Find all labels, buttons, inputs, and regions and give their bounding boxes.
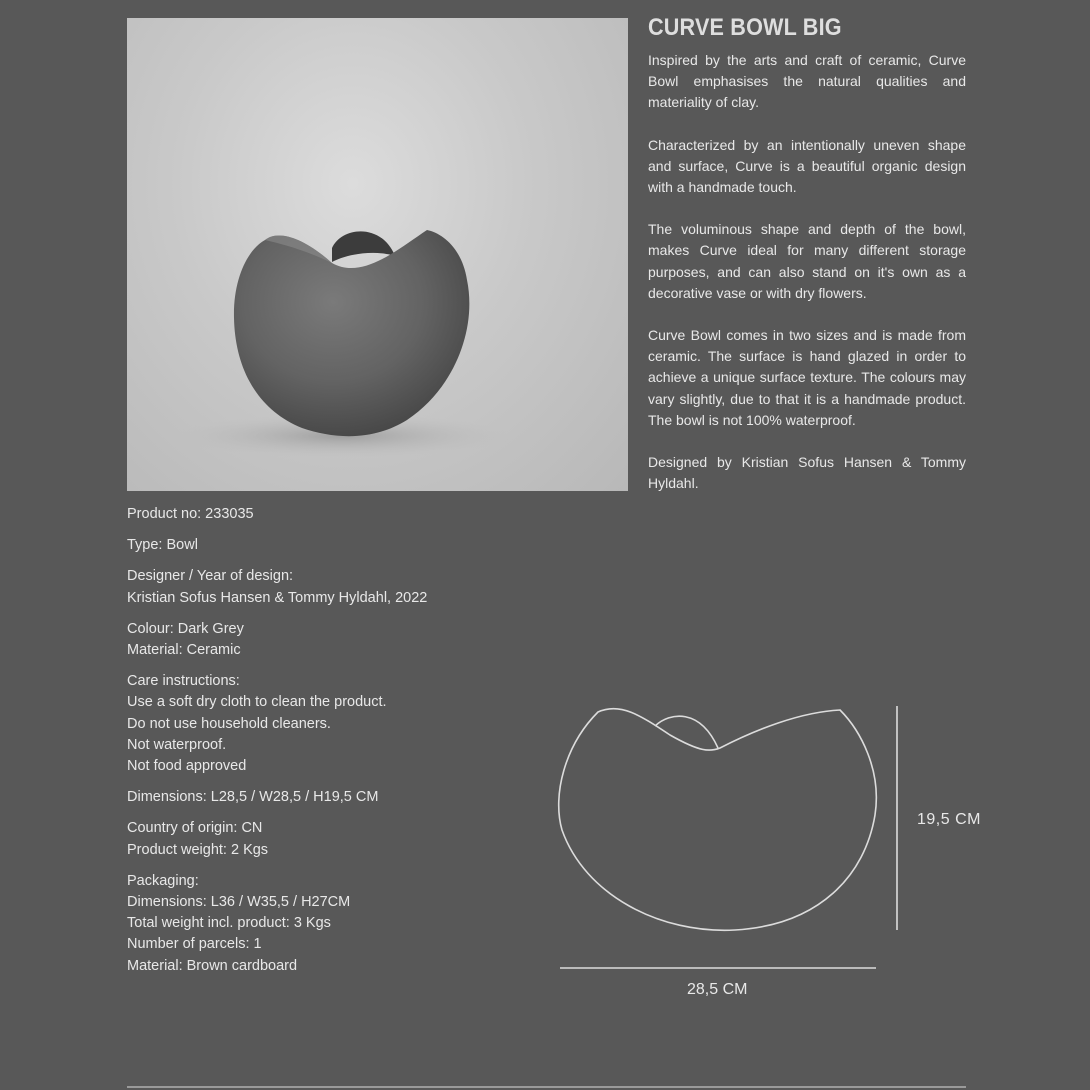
colour-material-block bbox=[127, 619, 547, 661]
material: Material: Ceramic bbox=[127, 642, 241, 659]
description-paragraph: Inspired by the arts and craft of ceramic, Curve Bowl emphasises the natural qualities and materiality of clay. bbox=[648, 52, 966, 111]
description-paragraph: Characterized by an intentionally uneven shape and surface, Curve is a beautiful organic design with a handmade touch. bbox=[648, 136, 966, 196]
type-block bbox=[127, 535, 547, 556]
height-label: 19,5 CM bbox=[917, 811, 981, 828]
country-of-origin: Country of origin: CN bbox=[127, 820, 263, 837]
care-instruction: Use a soft dry cloth to clean the product. bbox=[127, 694, 387, 711]
care-instruction: Not food approved bbox=[127, 758, 247, 775]
width-label: 28,5 CM bbox=[687, 981, 748, 998]
product-title: CURVE BOWL BIG bbox=[648, 14, 842, 41]
product-description bbox=[648, 50, 966, 515]
designer-value: Kristian Sofus Hansen & Tommy Hyldahl, 2022 bbox=[127, 589, 428, 606]
description-paragraph: Curve Bowl comes in two sizes and is made from ceramic. The surface is hand glazed in order to achieve a unique surface texture. The colours may vary slightly, due to that it is a handmade product. The bowl is not 100% waterproof. bbox=[648, 327, 966, 428]
dimensions-block bbox=[127, 787, 547, 808]
product-number: Product no: 233035 bbox=[127, 506, 254, 522]
product-specifications bbox=[127, 504, 547, 987]
product-type: Type: Bowl bbox=[127, 537, 198, 554]
curve-bowl-image bbox=[127, 18, 628, 491]
bottom-divider bbox=[127, 1086, 966, 1088]
packaging-material: Material: Brown cardboard bbox=[127, 957, 298, 974]
packaging-block bbox=[127, 871, 547, 977]
designer-label: Designer / Year of design: bbox=[127, 568, 294, 585]
product-weight: Product weight: 2 Kgs bbox=[127, 841, 269, 858]
bowl-outline bbox=[559, 709, 877, 931]
packaging-label: Packaging: bbox=[127, 872, 199, 889]
product-number-block bbox=[127, 504, 547, 525]
description-paragraph: The voluminous shape and depth of the bowl, makes Curve ideal for many different storage purposes, and can also stand on it's own as a decorative vase or with dry flowers. bbox=[648, 221, 966, 301]
colour: Colour: Dark Grey bbox=[127, 620, 244, 637]
care-label: Care instructions: bbox=[127, 673, 240, 690]
designer-block bbox=[127, 566, 547, 608]
care-block bbox=[127, 671, 547, 777]
product-photo bbox=[127, 18, 628, 491]
care-instruction: Not waterproof. bbox=[127, 736, 227, 753]
description-paragraph: Designed by Kristian Sofus Hansen & Tommy Hyldahl. bbox=[648, 454, 966, 492]
packaging-weight: Total weight incl. product: 3 Kgs bbox=[127, 915, 331, 932]
care-instruction: Do not use household cleaners. bbox=[127, 715, 331, 732]
origin-weight-block bbox=[127, 818, 547, 860]
dimensions: Dimensions: L28,5 / W28,5 / H19,5 CM bbox=[127, 789, 379, 806]
packaging-dimensions: Dimensions: L36 / W35,5 / H27CM bbox=[127, 894, 351, 911]
number-of-parcels: Number of parcels: 1 bbox=[127, 936, 262, 953]
bowl-line-drawing bbox=[540, 690, 920, 980]
